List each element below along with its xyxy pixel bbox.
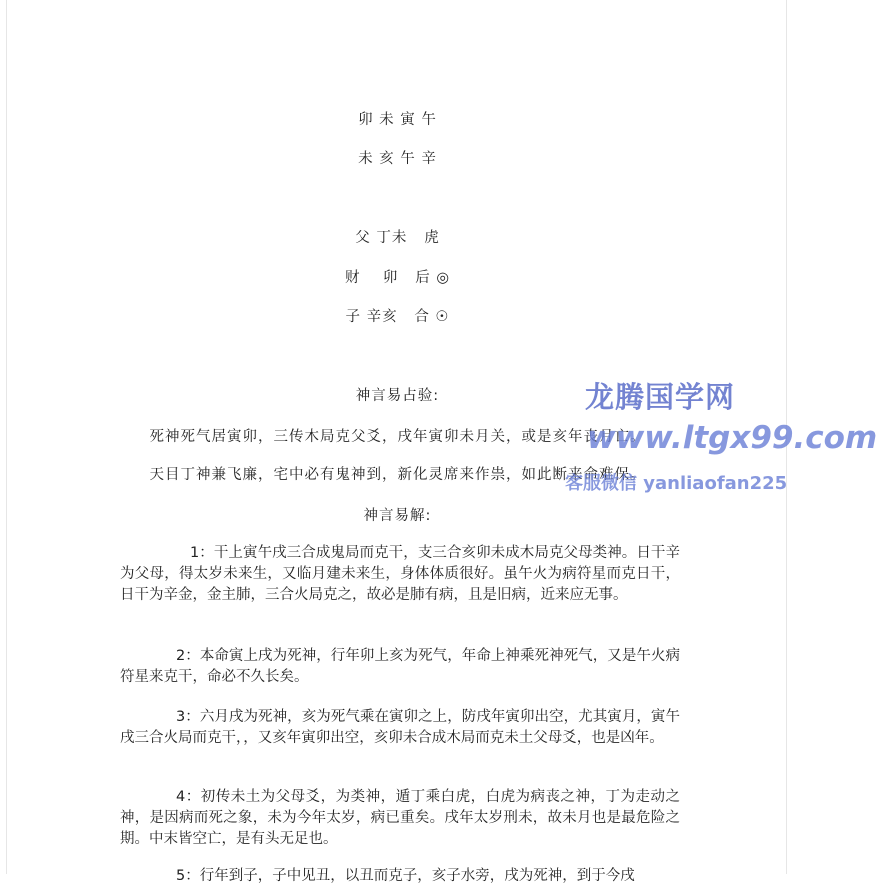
chart-line-1: 卯 未 寅 午 xyxy=(358,112,437,128)
explanation-paragraph-1-text: 1：干上寅午戌三合成鬼局而克干，支三合亥卯未成木局克父母类神。日干辛为父母，得太岁未来生，又临月建未来生，身体体质很好。虽午火为病符星而克日干，日干为辛金，金主肺，三合火局克之，故必是肺有病，且是旧病，近来应无事。 xyxy=(120,545,680,603)
explanation-paragraph-3-text: 3：六月戌为死神，亥为死气乘在寅卯之上，防戌年寅卯出空，尤其寅月，寅午戌三合火局而克干，，又亥年寅卯出空，亥卯未合成木局而克未土父母爻，也是凶年。 xyxy=(120,709,680,746)
transmission-line-1: 父 丁未 虎 xyxy=(355,230,440,246)
explanation-heading: 神言易解: xyxy=(363,508,432,524)
explanation-paragraph-2 xyxy=(120,646,680,688)
verse-line-2: 天目丁神兼飞廉，宅中必有鬼神到，新化灵席来作祟，如此断来命难保。 xyxy=(149,467,646,483)
explanation-paragraph-5-text: 5：行年到子，子中见丑，以丑而克子，亥子水旁，戌为死神，到于今戌 xyxy=(176,868,635,884)
watermark-url: www.ltgx99.com xyxy=(587,420,877,456)
explanation-paragraph-4-text: 4：初传未土为父母爻，为类神，遁丁乘白虎，白虎为病丧之神，丁为走动之神，是因病而死之象，未为今年太岁，病已重矣。戌年太岁刑未，故未月也是最危险之期。中末皆空亡，是有头无足也。 xyxy=(120,789,680,847)
verse-heading: 神言易占验: xyxy=(355,388,440,404)
watermark-title: 龙腾国学网 xyxy=(585,380,736,414)
watermark-contact: 客服微信 yanliaofan225 xyxy=(565,473,788,494)
explanation-paragraph-2-text: 2：本命寅上戌为死神，行年卯上亥为死气，年命上神乘死神死气，又是午火病符星来克干，命必不久长矣。 xyxy=(120,648,680,685)
transmission-line-2: 财 卯 后 ◎ xyxy=(344,270,451,286)
verse-line-1: 死神死气居寅卯，三传木局克父爻，戌年寅卯未月关，或是亥年丧月亡。 xyxy=(149,429,646,445)
chart-line-2: 未 亥 午 辛 xyxy=(358,151,437,167)
explanation-paragraph-4 xyxy=(120,787,680,850)
explanation-paragraph-5 xyxy=(120,866,680,887)
explanation-paragraph-3 xyxy=(120,707,680,749)
transmission-line-3: 子 辛亥 合 ☉ xyxy=(345,309,450,325)
explanation-paragraph-1 xyxy=(120,543,680,606)
